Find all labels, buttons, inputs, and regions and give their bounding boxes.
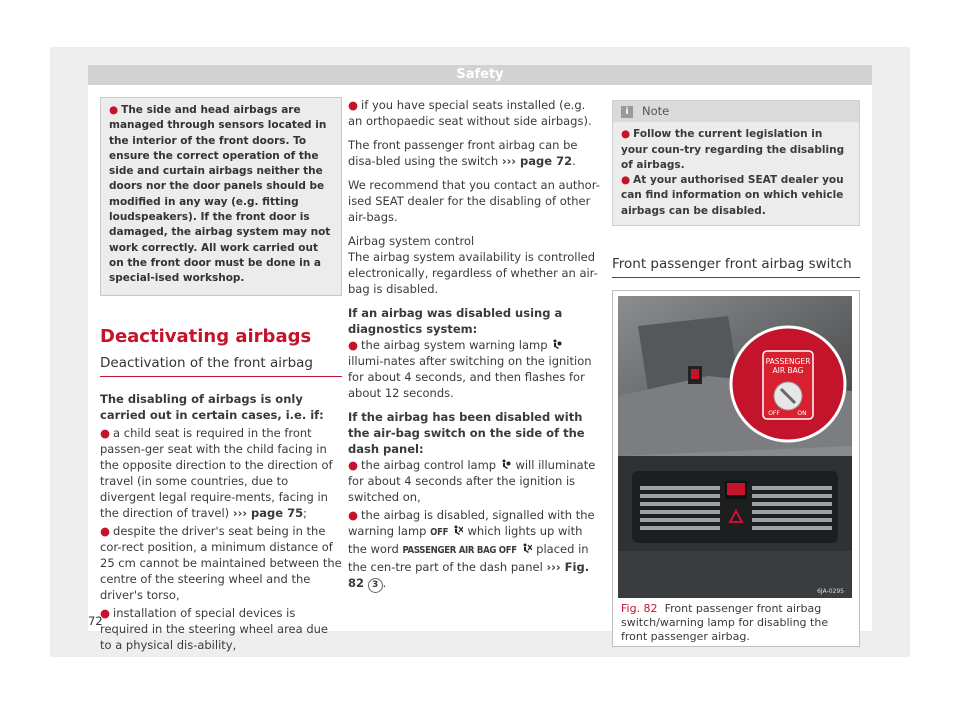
- note-header: [613, 101, 859, 122]
- badge-text: AIR BAG: [772, 366, 804, 376]
- note-body: [613, 122, 859, 225]
- bullet-icon: ●: [100, 425, 111, 440]
- off-label: OFF: [430, 527, 449, 538]
- callout-number: 3: [368, 578, 383, 593]
- note-title: Note: [642, 104, 670, 118]
- list-item: ● the airbag system warning lamp illumi-nates after switching on the ignition for about 4 seconds, and then flashes for about 12 seconds.: [348, 338, 592, 400]
- manual-page: [88, 65, 872, 652]
- list-item: ● the airbag is disabled, signalled with the warning lamp OFF which lights up with the word PASSENGER AIR BAG OFF placed in the cen-tre part of the dash panel ››› Fig. 82 3 .: [348, 507, 602, 593]
- bullet-icon: ●: [100, 523, 111, 538]
- badge-off-label: OFF: [768, 410, 780, 418]
- paragraph: The front passenger front airbag can be disa-bled using the switch ››› page 72.: [348, 138, 578, 168]
- list-item: ● At your authorised SEAT dealer you can find information on which vehicle airbags can be disabled.: [621, 174, 844, 217]
- list-item: ● despite the driver's seat being in the cor-rect position, a minimum distance of 25 cm cannot be maintained between the centre of the steering wheel and the driver's torso,: [100, 523, 342, 602]
- figure-label: Fig. 82: [621, 602, 658, 616]
- figure-caption: Fig. 82 Front passenger front airbag switch/warning lamp for disabling the front passenger airbag.: [621, 602, 829, 644]
- bullet-icon: ●: [100, 605, 111, 620]
- list-item: ● if you have special seats installed (e.g. an orthopaedic seat without side airbags).: [348, 98, 592, 128]
- warning-box: [100, 97, 342, 296]
- section-lead: The disabling of airbags is only carried out in certain cases, i.e. if:: [100, 391, 324, 422]
- airbag-control-icon: [501, 459, 511, 470]
- bullet-icon: ●: [348, 98, 359, 112]
- info-icon: i: [621, 106, 633, 118]
- list-item: ● a child seat is required in the front passen-ger seat with the child facing in the opposite direction to the direction of travel (in some countries, due to divergent legal require-ments, facing in the direction of travel) ››› page 75;: [100, 425, 333, 520]
- list-item: ● Follow the current legislation in your coun-try regarding the disabling of airbags.: [621, 128, 845, 171]
- column-right: [612, 100, 860, 647]
- figure-link[interactable]: ››› Fig. 82: [348, 560, 590, 590]
- bullet-icon: ●: [348, 508, 359, 522]
- section-title: Deactivating airbags: [100, 325, 312, 347]
- passenger-airbag-off-label: PASSENGER AIR BAG OFF: [402, 545, 517, 556]
- bullet-icon: ●: [348, 338, 359, 352]
- column-middle: [348, 97, 602, 593]
- figure-box: [612, 290, 860, 647]
- airbag-off-icon: [453, 525, 463, 536]
- column-left: [100, 97, 342, 653]
- section-subtitle: Deactivation of the front airbag: [100, 355, 342, 377]
- paragraph: We recommend that you contact an author-ised SEAT dealer for the disabling of other air-bags.: [348, 178, 600, 224]
- page-number: 72: [88, 614, 103, 628]
- bullet-icon: ●: [621, 174, 631, 187]
- note-box: [612, 100, 860, 226]
- airbag-warning-icon: [552, 339, 562, 350]
- page-link[interactable]: ››› page 72: [501, 154, 573, 168]
- airbag-off-icon: [522, 543, 532, 554]
- dashboard-photo: [618, 296, 852, 598]
- subheading: If the airbag has been disabled with the air-bag switch on the side of the dash panel:: [348, 410, 585, 456]
- subheading: Airbag system control: [348, 234, 475, 248]
- list-item: ● installation of special devices is required in the steering wheel area due to a physical dis-ability,: [100, 605, 328, 652]
- page-link[interactable]: ››› page 75: [232, 505, 304, 520]
- list-item: ● the airbag control lamp will illuminate for about 4 seconds after the ignition is switched on,: [348, 458, 596, 504]
- badge-text: PASSENGER: [765, 357, 811, 367]
- badge-on-label: ON: [797, 410, 807, 418]
- paragraph: The airbag system availability is controlled electronically, regardless of whether an air-bag is disabled.: [348, 250, 598, 296]
- bullet-icon: ●: [348, 458, 359, 472]
- bullet-icon: ●: [621, 128, 631, 141]
- warning-text: The side and head airbags are managed through sensors located in the interior of the front doors. To ensure the correct operation of the side and curtain airbags neither the doors nor the door panels should be modified in any way (e.g. fitting loudspeakers). If the front door is damaged, the airbag system may not work correctly. All work carried out on the front door must be done in a special-ised workshop.: [109, 104, 331, 285]
- bullet-icon: ●: [109, 104, 119, 116]
- figure-section-title: Front passenger front airbag switch: [612, 256, 860, 278]
- page-header: Safety: [88, 65, 872, 85]
- dashboard-illustration: [618, 296, 852, 598]
- subheading: If an airbag was disabled using a diagnostics system:: [348, 306, 563, 336]
- figure-code: 6JA-0295: [817, 588, 844, 596]
